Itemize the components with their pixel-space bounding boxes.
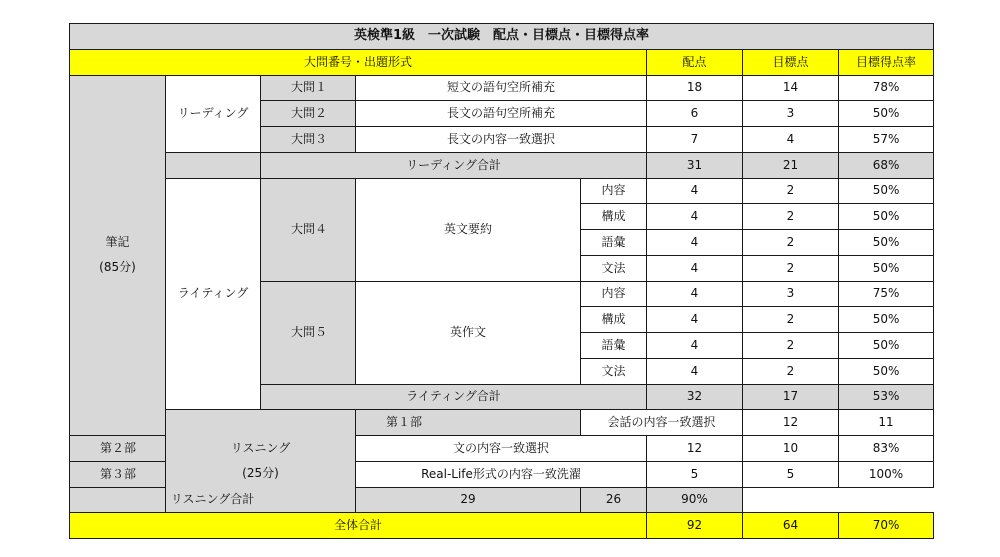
rate-cell: 75% <box>839 281 934 307</box>
score-table <box>69 23 934 539</box>
target-cell: 2 <box>743 358 839 384</box>
grand-total-label: 全体合計 <box>70 513 647 539</box>
points-cell: 4 <box>647 333 743 359</box>
reading-total-rate: 68% <box>839 152 934 178</box>
grand-total-rate: 70% <box>839 513 934 539</box>
target-cell: 11 <box>839 410 934 436</box>
part-cell: 第１部 <box>356 410 581 436</box>
part-cell: 大問３ <box>261 127 356 153</box>
part-cell: 第３部 <box>70 461 166 487</box>
table-title: 英検準1級 一次試験 配点・目標点・目標得点率 <box>70 24 934 50</box>
points-cell: 4 <box>647 178 743 204</box>
part-cell: 第２部 <box>70 436 166 462</box>
points-cell: 5 <box>647 461 743 487</box>
points-cell: 6 <box>647 101 743 127</box>
target-cell: 5 <box>743 461 839 487</box>
points-cell: 7 <box>647 127 743 153</box>
desc-cell: Real-Life形式の内容一致洗濯 <box>356 461 647 487</box>
desc-cell: 短文の語句空所補充 <box>356 75 647 101</box>
rate-cell: 50% <box>839 230 934 256</box>
grand-total-target: 64 <box>743 513 839 539</box>
desc-cell: 会話の内容一致選択 <box>581 410 743 436</box>
table-row <box>70 178 934 204</box>
points-cell: 12 <box>743 410 839 436</box>
criterion-cell: 文法 <box>581 358 647 384</box>
title-row <box>70 24 934 50</box>
listening-total-label: リスニング合計 <box>70 487 356 513</box>
writing-section-cell <box>70 75 166 436</box>
target-cell: 10 <box>743 436 839 462</box>
points-cell: 4 <box>647 204 743 230</box>
target-cell: 4 <box>743 127 839 153</box>
rate-cell: 50% <box>839 333 934 359</box>
writing-total-label: ライティング合計 <box>261 384 647 410</box>
header-row <box>70 49 934 75</box>
rate-cell: 78% <box>839 75 934 101</box>
target-cell: 2 <box>743 255 839 281</box>
criterion-cell: 内容 <box>581 178 647 204</box>
grand-total-row <box>70 513 934 539</box>
rate-cell: 50% <box>839 255 934 281</box>
target-cell: 2 <box>743 230 839 256</box>
points-cell: 4 <box>647 307 743 333</box>
reading-total-label: リーディング合計 <box>261 152 647 178</box>
subtotal-row <box>70 152 934 178</box>
listening-total-target: 26 <box>581 487 647 513</box>
target-cell: 2 <box>743 204 839 230</box>
subtotal-row <box>70 487 934 513</box>
target-cell: 2 <box>743 178 839 204</box>
header-target: 目標点 <box>743 49 839 75</box>
points-cell: 4 <box>647 358 743 384</box>
desc-cell: 英作文 <box>356 281 581 384</box>
header-points: 配点 <box>647 49 743 75</box>
grand-total-points: 92 <box>647 513 743 539</box>
writing-total-points: 32 <box>647 384 743 410</box>
desc-cell: 英文要約 <box>356 178 581 281</box>
part-cell: 大問４ <box>261 178 356 281</box>
desc-cell: 長文の内容一致選択 <box>356 127 647 153</box>
desc-cell: 文の内容一致選択 <box>356 436 647 462</box>
part-cell: 大問１ <box>261 75 356 101</box>
table-row <box>70 410 934 436</box>
writing-section-time: (85分) <box>99 260 136 275</box>
header-category: 大問番号・出題形式 <box>70 49 647 75</box>
criterion-cell: 構成 <box>581 307 647 333</box>
listening-section-label: リスニング <box>230 441 291 456</box>
rate-cell: 100% <box>839 461 934 487</box>
points-cell: 4 <box>647 281 743 307</box>
target-cell: 3 <box>743 281 839 307</box>
criterion-cell: 構成 <box>581 204 647 230</box>
rate-cell: 50% <box>839 358 934 384</box>
rate-cell: 50% <box>839 204 934 230</box>
writing-section-label: 筆記 <box>105 235 130 250</box>
points-cell: 4 <box>647 230 743 256</box>
rate-cell: 50% <box>839 101 934 127</box>
part-cell: 大問２ <box>261 101 356 127</box>
target-cell: 2 <box>743 307 839 333</box>
listening-total-rate: 90% <box>647 487 743 513</box>
criterion-cell: 語彙 <box>581 333 647 359</box>
reading-total-points: 31 <box>647 152 743 178</box>
writing-sub-label: ライティング <box>166 178 261 410</box>
table-row <box>70 75 934 101</box>
rate-cell: 57% <box>839 127 934 153</box>
target-cell: 2 <box>743 333 839 359</box>
subtotal-spacer <box>166 152 261 178</box>
writing-total-target: 17 <box>743 384 839 410</box>
points-cell: 12 <box>647 436 743 462</box>
part-cell: 大問５ <box>261 281 356 384</box>
desc-cell: 長文の語句空所補充 <box>356 101 647 127</box>
criterion-cell: 内容 <box>581 281 647 307</box>
points-cell: 18 <box>647 75 743 101</box>
rate-cell: 50% <box>839 178 934 204</box>
writing-total-rate: 53% <box>839 384 934 410</box>
rate-cell: 50% <box>839 307 934 333</box>
target-cell: 3 <box>743 101 839 127</box>
header-rate: 目標得点率 <box>839 49 934 75</box>
criterion-cell: 語彙 <box>581 230 647 256</box>
listening-total-points: 29 <box>356 487 581 513</box>
reading-total-target: 21 <box>743 152 839 178</box>
criterion-cell: 文法 <box>581 255 647 281</box>
points-cell: 4 <box>647 255 743 281</box>
reading-label: リーディング <box>166 75 261 152</box>
target-cell: 14 <box>743 75 839 101</box>
listening-section-time: (25分) <box>242 466 279 481</box>
rate-cell: 83% <box>839 436 934 462</box>
